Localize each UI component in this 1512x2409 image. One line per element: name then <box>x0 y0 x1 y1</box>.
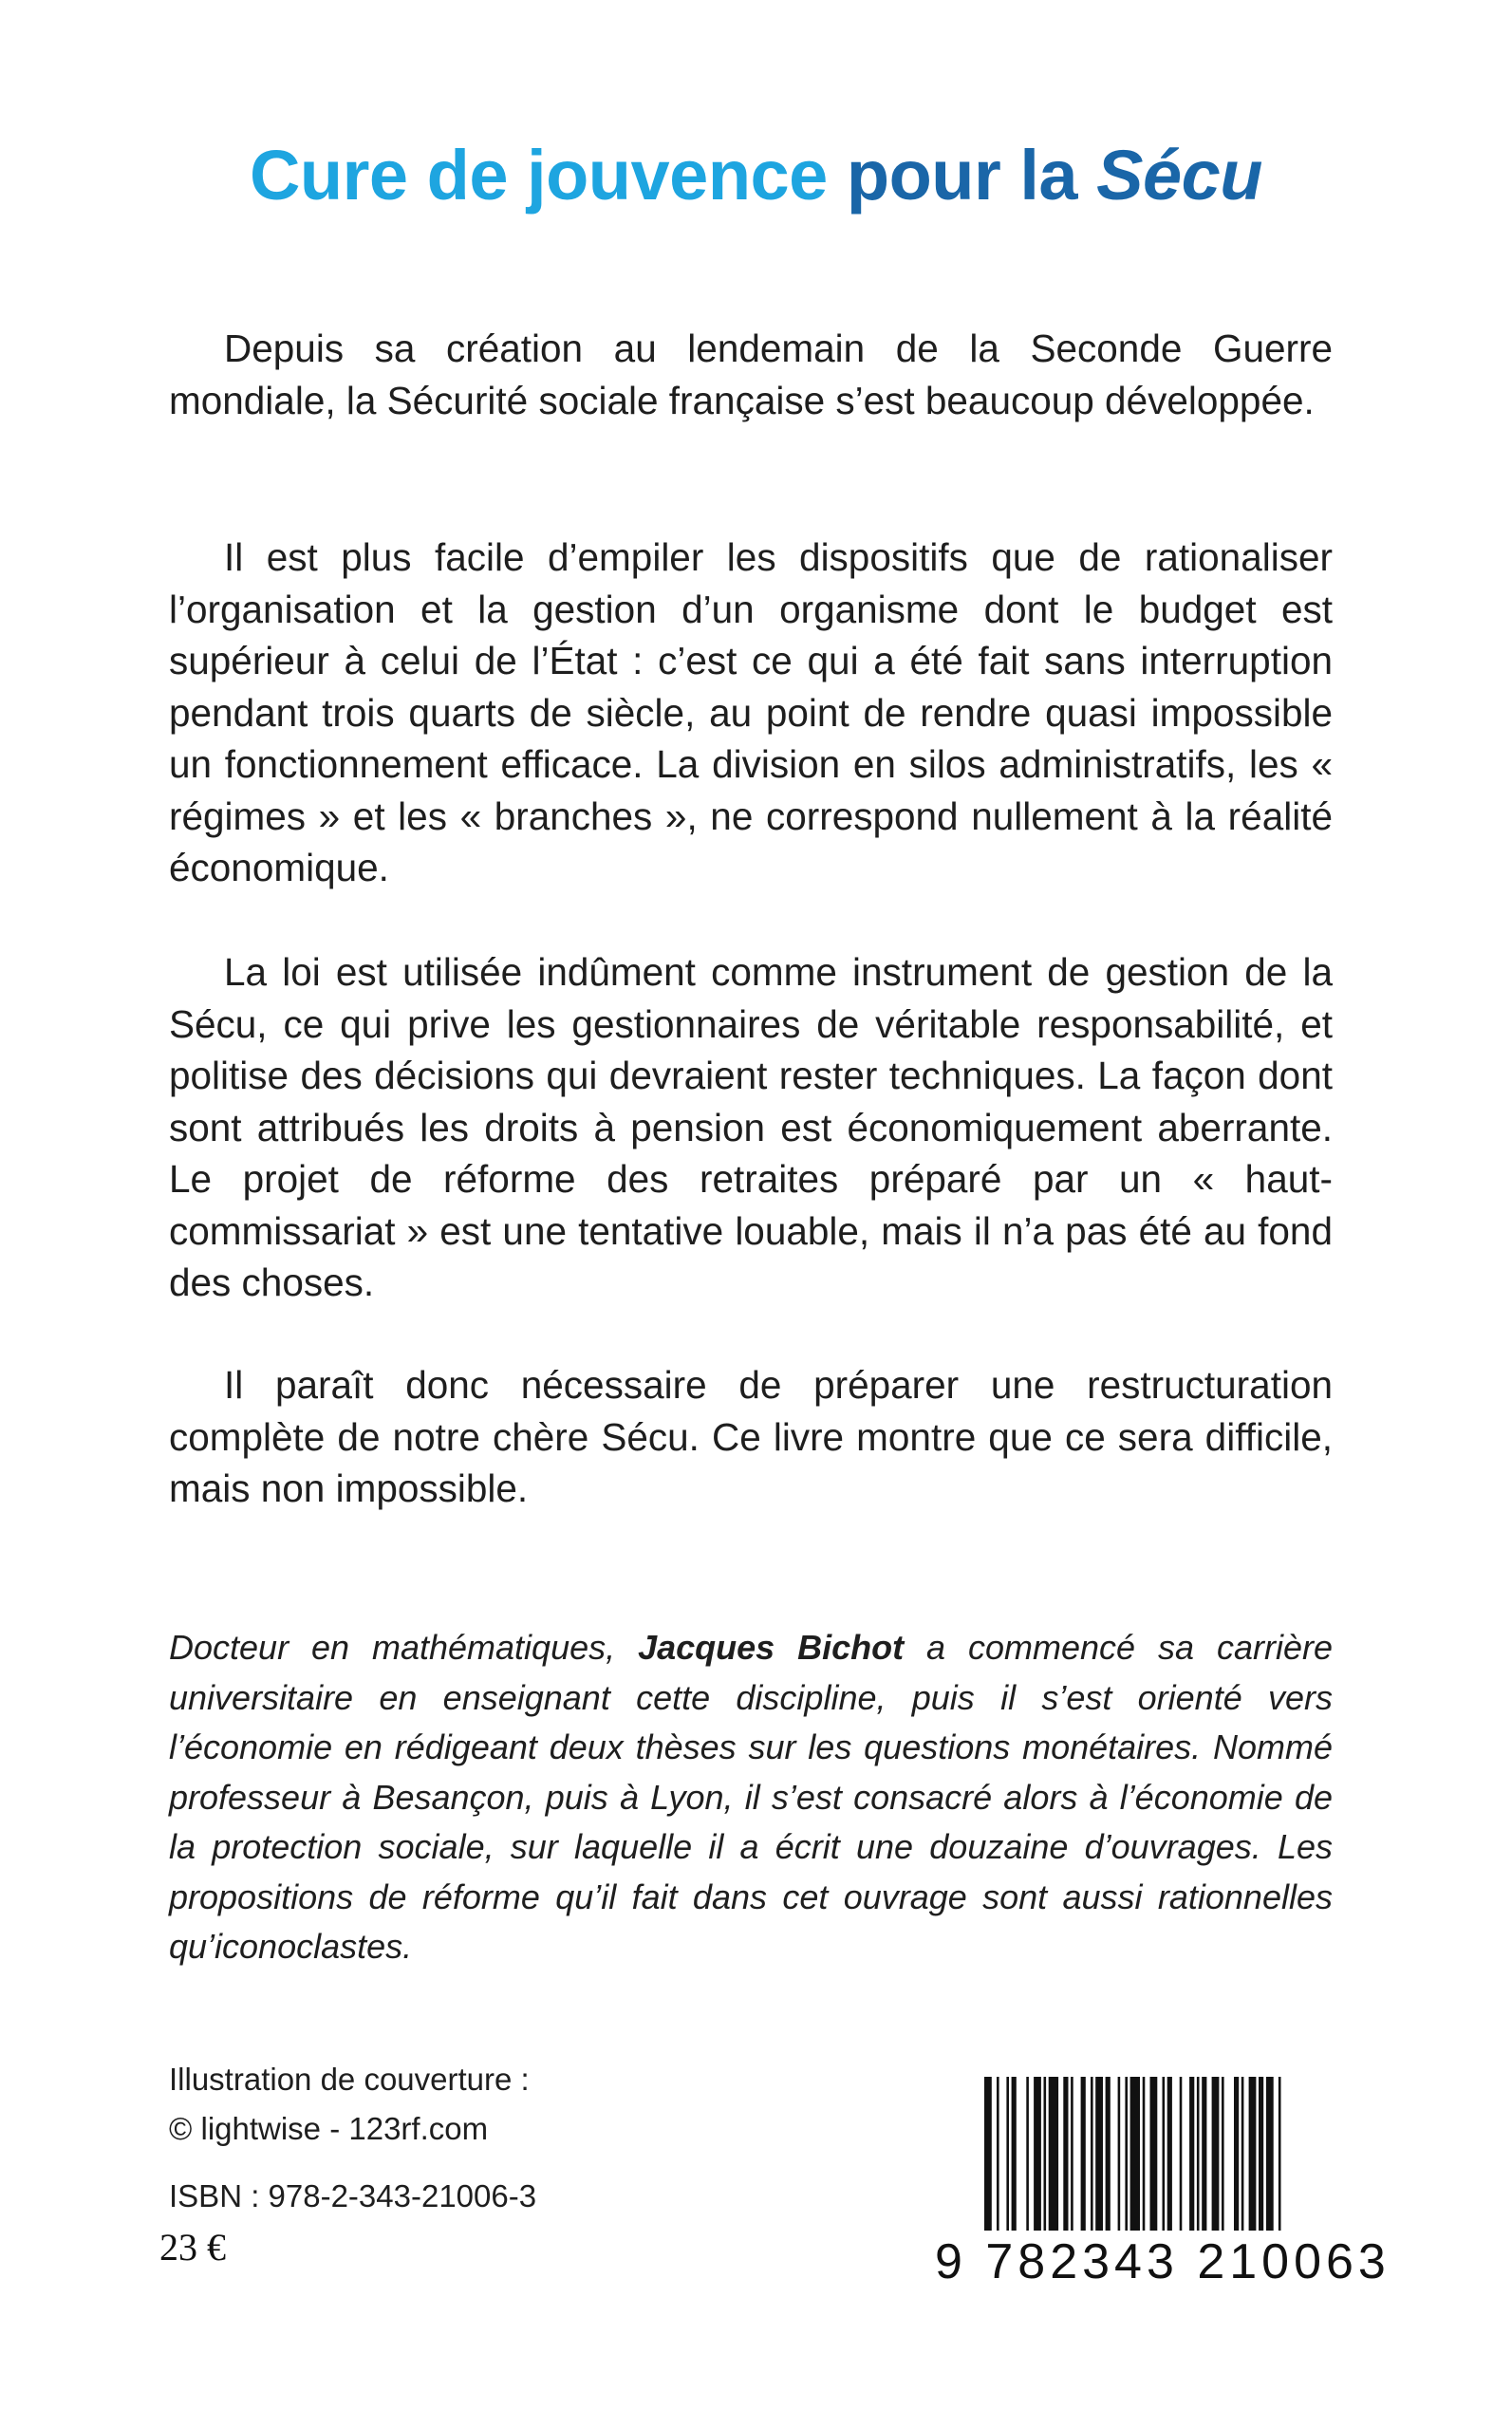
barcode-bar <box>984 2077 992 2231</box>
barcode-bar <box>1118 2077 1121 2231</box>
barcode-bar <box>1189 2077 1194 2231</box>
barcode-bar <box>1167 2077 1172 2231</box>
credit-line-1: Illustration de couverture : <box>169 2062 530 2097</box>
author-bio <box>169 1623 1333 1972</box>
title-part-2: pour la <box>827 136 1097 215</box>
barcode-bar <box>1125 2077 1128 2231</box>
barcode-bar <box>1063 2077 1068 2231</box>
barcode-bar <box>1241 2077 1244 2231</box>
barcode-bar <box>1095 2077 1103 2231</box>
barcode-bar <box>1130 2077 1140 2231</box>
barcode <box>935 2077 1391 2291</box>
book-title <box>0 133 1512 218</box>
barcode-bar <box>997 2077 999 2231</box>
barcode-bar <box>1012 2077 1017 2231</box>
barcode-bar <box>1034 2077 1041 2231</box>
isbn: ISBN : 978-2-343-21006-3 <box>169 2178 537 2213</box>
barcode-bar <box>1259 2077 1263 2231</box>
barcode-bar <box>1180 2077 1183 2231</box>
barcode-bars <box>935 2077 1334 2238</box>
barcode-bar <box>1234 2077 1239 2231</box>
bio-text: a commencé sa carrière universitaire en enseignant cette discipline, puis il s’est orienté vers l’économie en rédigeant deux thèses sur les questions monétaires. Nommé professeur à Besançon, puis à Lyon, il s’est consacré alors à l’économie de la protection sociale, sur laquelle il a écrit une douzaine d’ouvrages. Les propositions de réforme qu’il fait dans cet ouvrage sont aussi rationnelles qu’iconoclastes. <box>169 1628 1333 1966</box>
barcode-bar <box>1143 2077 1146 2231</box>
barcode-bar <box>1026 2077 1029 2231</box>
barcode-bar <box>1150 2077 1158 2231</box>
title-part-3: Sécu <box>1096 136 1263 215</box>
barcode-bar <box>1071 2077 1073 2231</box>
barcode-bar <box>1006 2077 1009 2231</box>
bio-intro: Docteur en mathématiques, <box>169 1628 639 1667</box>
author-name: Jacques Bichot <box>638 1628 905 1667</box>
blurb-paragraph-3 <box>169 946 1333 1309</box>
barcode-bar <box>1279 2077 1281 2231</box>
barcode-bar <box>1163 2077 1166 2231</box>
barcode-bar <box>1049 2077 1058 2231</box>
blurb-text-1: Depuis sa création au lendemain de la Seconde Guerre mondiale, la Sécurité sociale française s’est beaucoup développée. <box>169 327 1333 422</box>
barcode-digits: 9 782343 210063 <box>935 2234 1391 2289</box>
blurb-paragraph-1 <box>169 323 1333 426</box>
barcode-bar <box>1249 2077 1257 2231</box>
barcode-bar <box>1091 2077 1093 2231</box>
blurb-text-2: Il est plus facile d’empiler les dispositifs que de rationaliser l’organisation et la gestion d’un organisme dont le budget est supérieur à celui de l’État : c’est ce qui a été fait sans interruption pendant trois quarts de siècle, au point de rendre quasi impossible un fonctionnement efficace. La division en silos administratifs, les « régimes » et les « branches », ne correspond nullement à la réalité économique. <box>169 535 1333 889</box>
barcode-bar <box>1202 2077 1206 2231</box>
cover-credit <box>169 2055 530 2154</box>
credit-line-2: © lightwise - 123rf.com <box>169 2111 489 2146</box>
barcode-bar <box>1106 2077 1111 2231</box>
blurb-paragraph-2 <box>169 532 1333 894</box>
blurb-paragraph-4 <box>169 1359 1333 1515</box>
price: 23 € <box>159 2226 226 2269</box>
title-part-1: Cure de jouvence <box>249 136 828 215</box>
barcode-bar <box>1081 2077 1086 2231</box>
barcode-bar <box>1222 2077 1224 2231</box>
barcode-bar <box>1212 2077 1220 2231</box>
barcode-bar <box>1197 2077 1200 2231</box>
blurb-text-4: Il paraît donc nécessaire de préparer une restructuration complète de notre chère Sécu. Ce livre montre que ce sera difficile, mais non impossible. <box>169 1363 1333 1510</box>
blurb-text-3: La loi est utilisée indûment comme instrument de gestion de la Sécu, ce qui prive les gestionnaires de véritable responsabilité, et politise des décisions qui devraient rester techniques. La façon dont sont attribués les droits à pension est économiquement aberrante. Le projet de réforme des retraites préparé par un « haut-commissariat » est une tentative louable, mais il n’a pas été au fond des choses. <box>169 950 1333 1304</box>
barcode-bar <box>1266 2077 1274 2231</box>
barcode-bar <box>1044 2077 1047 2231</box>
